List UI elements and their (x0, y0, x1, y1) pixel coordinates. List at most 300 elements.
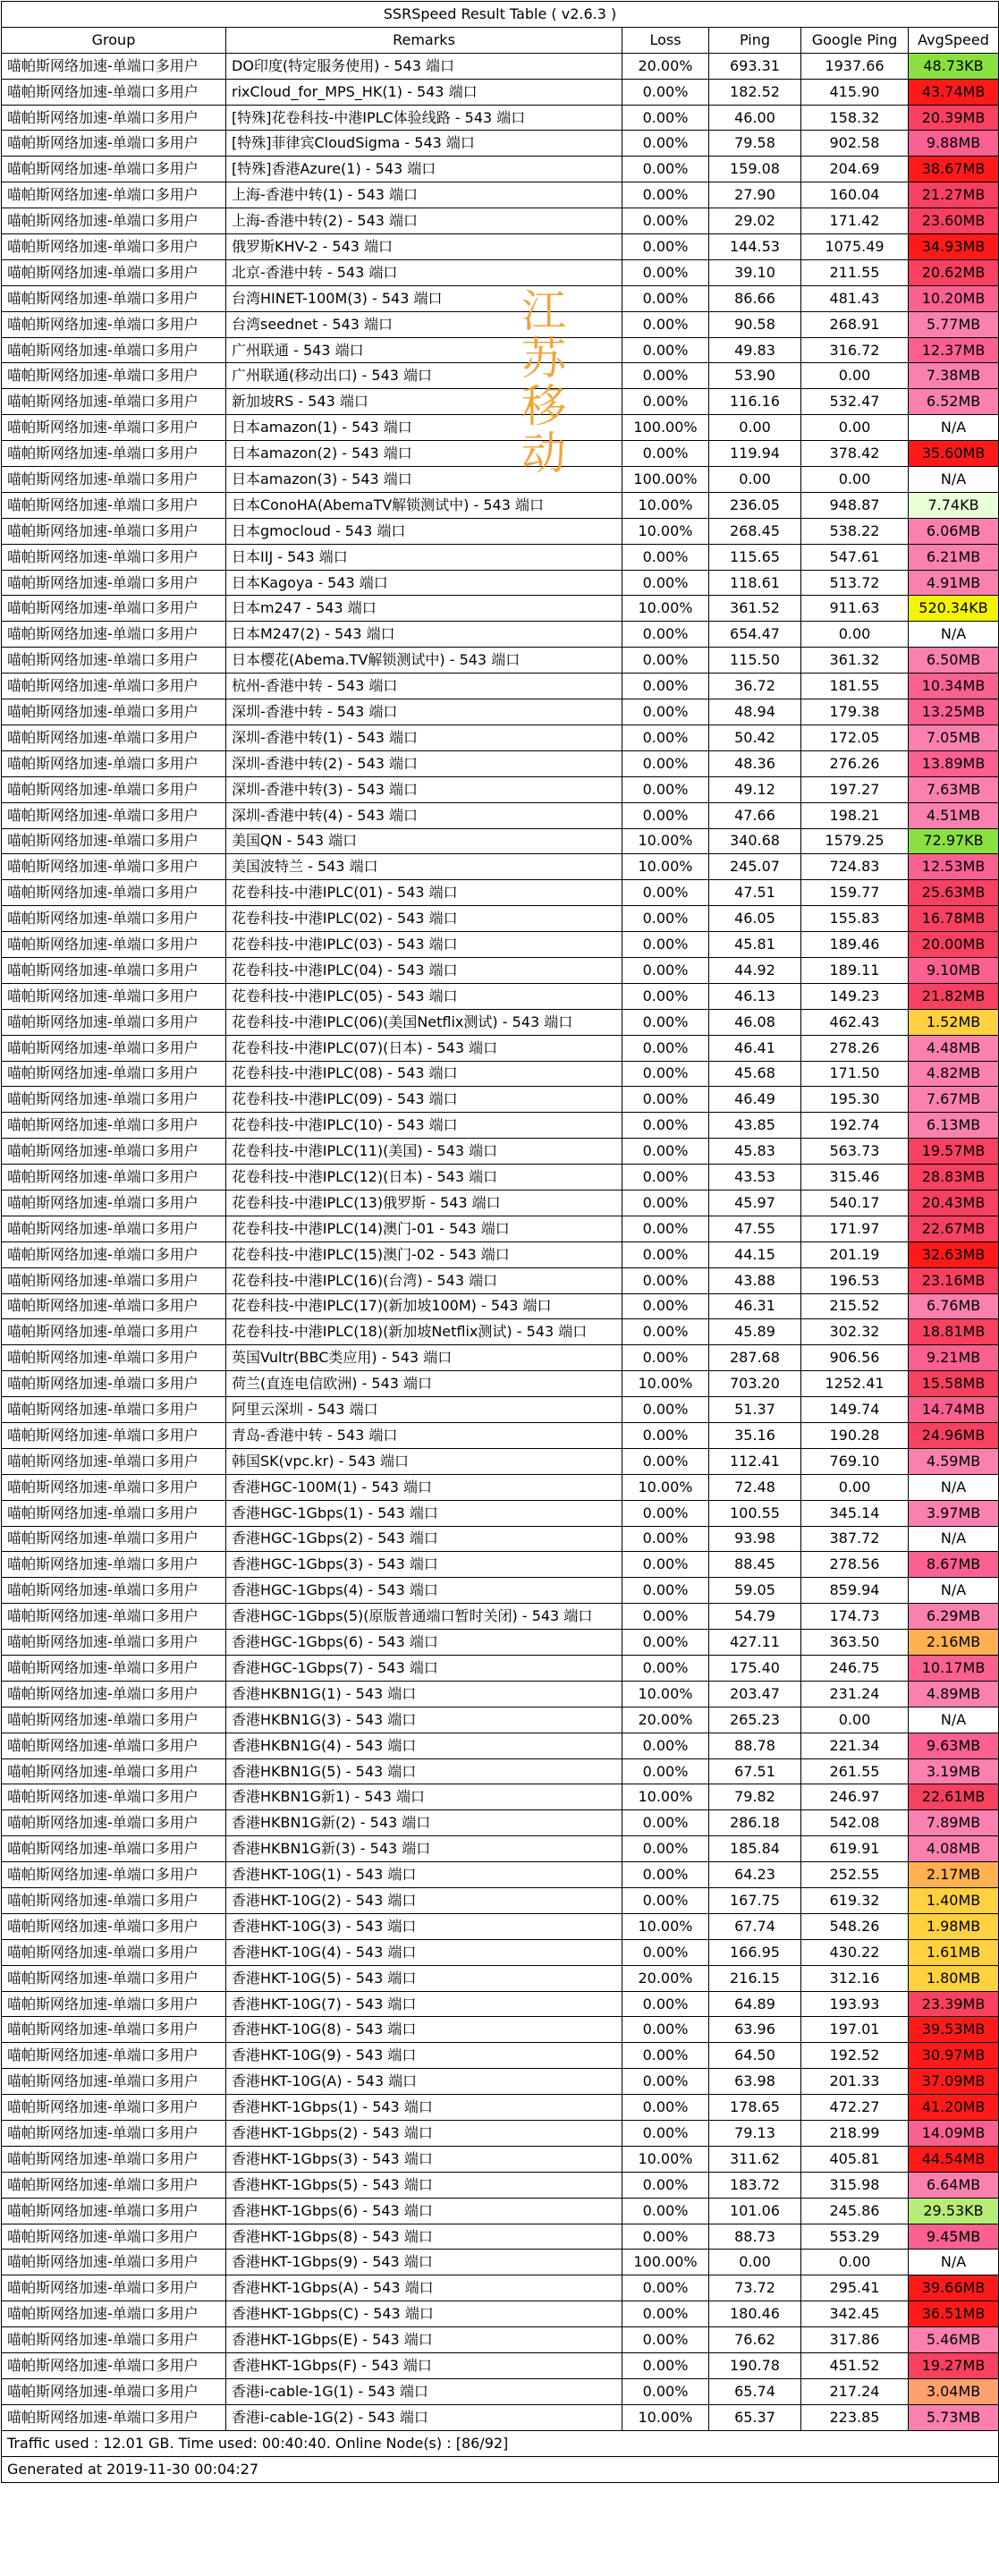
remarks-cell: 美国波特兰 - 543 端口 (226, 854, 622, 880)
group-cell: 喵帕斯网络加速-单端口多用户 (2, 415, 226, 441)
remarks-cell: 香港HGC-100M(1) - 543 端口 (226, 1474, 622, 1500)
avg-speed-cell: 7.63MB (909, 776, 999, 802)
avg-speed-cell: 32.63MB (909, 1241, 999, 1267)
table-row (2, 2172, 999, 2198)
ping-cell: 49.12 (709, 776, 801, 802)
group-cell: 喵帕斯网络加速-单端口多用户 (2, 311, 226, 337)
loss-cell: 0.00% (622, 441, 709, 467)
remarks-cell: 花卷科技-中港IPLC(15)澳门-02 - 543 端口 (226, 1241, 622, 1267)
table-row (2, 622, 999, 648)
table-row (2, 880, 999, 906)
group-cell: 喵帕斯网络加速-单端口多用户 (2, 544, 226, 570)
ping-cell: 286.18 (709, 1810, 801, 1836)
ping-cell: 35.16 (709, 1422, 801, 1448)
group-cell: 喵帕斯网络加速-单端口多用户 (2, 2121, 226, 2147)
loss-cell: 10.00% (622, 2404, 709, 2430)
avg-speed-cell: 13.25MB (909, 699, 999, 725)
google-ping-cell: 149.74 (801, 1397, 909, 1423)
remarks-cell: 香港HKT-1Gbps(6) - 543 端口 (226, 2198, 622, 2224)
group-cell: 喵帕斯网络加速-单端口多用户 (2, 259, 226, 285)
avg-speed-cell: 10.20MB (909, 285, 999, 311)
remarks-cell: 俄罗斯KHV-2 - 543 端口 (226, 234, 622, 260)
ping-cell: 79.58 (709, 131, 801, 157)
loss-cell: 0.00% (622, 1139, 709, 1165)
google-ping-cell: 363.50 (801, 1630, 909, 1656)
table-row (2, 1267, 999, 1293)
google-ping-cell: 387.72 (801, 1526, 909, 1552)
table-row (2, 906, 999, 932)
ping-cell: 93.98 (709, 1526, 801, 1552)
avg-speed-cell: 34.93MB (909, 234, 999, 260)
table-row (2, 2250, 999, 2275)
table-row (2, 1397, 999, 1423)
loss-cell: 10.00% (622, 1371, 709, 1397)
table-row (2, 724, 999, 750)
avg-speed-cell: N/A (909, 1474, 999, 1500)
group-cell: 喵帕斯网络加速-单端口多用户 (2, 906, 226, 932)
group-cell: 喵帕斯网络加速-单端口多用户 (2, 1707, 226, 1733)
remarks-cell: 香港HGC-1Gbps(5)(原版普通端口暂时关闭) - 543 端口 (226, 1604, 622, 1630)
loss-cell: 0.00% (622, 2172, 709, 2198)
group-cell: 喵帕斯网络加速-单端口多用户 (2, 182, 226, 208)
loss-cell: 0.00% (622, 1500, 709, 1526)
avg-speed-cell: 6.52MB (909, 389, 999, 415)
google-ping-cell: 317.86 (801, 2327, 909, 2353)
google-ping-cell: 563.73 (801, 1139, 909, 1165)
ping-cell: 90.58 (709, 311, 801, 337)
google-ping-cell: 553.29 (801, 2224, 909, 2250)
group-cell: 喵帕斯网络加速-单端口多用户 (2, 1965, 226, 1991)
google-ping-cell: 245.86 (801, 2198, 909, 2224)
table-row (2, 1862, 999, 1888)
column-header-remarks: Remarks (226, 27, 622, 53)
google-ping-cell: 174.73 (801, 1604, 909, 1630)
google-ping-cell: 196.53 (801, 1267, 909, 1293)
ping-cell: 64.89 (709, 1991, 801, 2017)
remarks-cell: 香港HKT-1Gbps(2) - 543 端口 (226, 2121, 622, 2147)
group-cell: 喵帕斯网络加速-单端口多用户 (2, 2069, 226, 2095)
table-row (2, 415, 999, 441)
group-cell: 喵帕斯网络加速-单端口多用户 (2, 2146, 226, 2172)
table-row (2, 234, 999, 260)
loss-cell: 0.00% (622, 1293, 709, 1319)
remarks-cell: 香港i-cable-1G(1) - 543 端口 (226, 2378, 622, 2404)
remarks-cell: 香港HKBN1G(3) - 543 端口 (226, 1707, 622, 1733)
avg-speed-cell: 6.64MB (909, 2172, 999, 2198)
table-row (2, 1087, 999, 1113)
ping-cell: 0.00 (709, 2250, 801, 2275)
google-ping-cell: 198.21 (801, 802, 909, 828)
group-cell: 喵帕斯网络加速-单端口多用户 (2, 1216, 226, 1241)
table-row (2, 1371, 999, 1397)
ping-cell: 47.55 (709, 1216, 801, 1241)
loss-cell: 0.00% (622, 880, 709, 906)
google-ping-cell: 172.05 (801, 724, 909, 750)
ping-cell: 693.31 (709, 53, 801, 79)
ping-cell: 48.36 (709, 750, 801, 776)
google-ping-cell: 906.56 (801, 1345, 909, 1371)
google-ping-cell: 149.23 (801, 983, 909, 1009)
remarks-cell: 花卷科技-中港IPLC(16)(台湾) - 543 端口 (226, 1267, 622, 1293)
table-row (2, 1836, 999, 1862)
google-ping-cell: 948.87 (801, 492, 909, 518)
group-cell: 喵帕斯网络加速-单端口多用户 (2, 2301, 226, 2327)
avg-speed-cell: 48.73KB (909, 53, 999, 79)
table-row (2, 208, 999, 234)
avg-speed-cell: 9.88MB (909, 131, 999, 157)
remarks-cell: 韩国SK(vpc.kr) - 543 端口 (226, 1448, 622, 1474)
avg-speed-cell: 18.81MB (909, 1319, 999, 1345)
table-row (2, 1190, 999, 1216)
group-cell: 喵帕斯网络加速-单端口多用户 (2, 880, 226, 906)
avg-speed-cell: N/A (909, 467, 999, 493)
table-row (2, 157, 999, 182)
table-row (2, 596, 999, 622)
loss-cell: 0.00% (622, 1397, 709, 1423)
avg-speed-cell: 6.50MB (909, 648, 999, 674)
loss-cell: 0.00% (622, 544, 709, 570)
avg-speed-cell: 1.40MB (909, 1888, 999, 1914)
table-row (2, 79, 999, 105)
loss-cell: 0.00% (622, 182, 709, 208)
ping-cell: 144.53 (709, 234, 801, 260)
loss-cell: 10.00% (622, 596, 709, 622)
group-cell: 喵帕斯网络加速-单端口多用户 (2, 1422, 226, 1448)
ping-cell: 46.41 (709, 1035, 801, 1061)
group-cell: 喵帕斯网络加速-单端口多用户 (2, 518, 226, 544)
table-row (2, 2327, 999, 2353)
ping-cell: 45.83 (709, 1139, 801, 1165)
group-cell: 喵帕斯网络加速-单端口多用户 (2, 2250, 226, 2275)
google-ping-cell: 0.00 (801, 415, 909, 441)
remarks-cell: 香港HKT-10G(4) - 543 端口 (226, 1939, 622, 1965)
google-ping-cell: 415.90 (801, 79, 909, 105)
remarks-cell: 花卷科技-中港IPLC(17)(新加坡100M) - 543 端口 (226, 1293, 622, 1319)
table-row (2, 441, 999, 467)
ping-cell: 47.66 (709, 802, 801, 828)
ping-cell: 167.75 (709, 1888, 801, 1914)
group-cell: 喵帕斯网络加速-单端口多用户 (2, 1113, 226, 1139)
ping-cell: 54.79 (709, 1604, 801, 1630)
ping-cell: 36.72 (709, 674, 801, 699)
google-ping-cell: 345.14 (801, 1500, 909, 1526)
table-row (2, 1991, 999, 2017)
avg-speed-cell: 6.21MB (909, 544, 999, 570)
table-row (2, 259, 999, 285)
remarks-cell: 花卷科技-中港IPLC(01) - 543 端口 (226, 880, 622, 906)
ping-cell: 47.51 (709, 880, 801, 906)
table-row (2, 1422, 999, 1448)
loss-cell: 0.00% (622, 105, 709, 131)
group-cell: 喵帕斯网络加速-单端口多用户 (2, 1267, 226, 1293)
google-ping-cell: 295.41 (801, 2275, 909, 2301)
google-ping-cell: 540.17 (801, 1190, 909, 1216)
loss-cell: 0.00% (622, 906, 709, 932)
avg-speed-cell: 4.48MB (909, 1035, 999, 1061)
remarks-cell: 香港i-cable-1G(2) - 543 端口 (226, 2404, 622, 2430)
avg-speed-cell: 22.67MB (909, 1216, 999, 1241)
avg-speed-cell: 1.52MB (909, 1009, 999, 1035)
loss-cell: 0.00% (622, 1035, 709, 1061)
google-ping-cell: 160.04 (801, 182, 909, 208)
group-cell: 喵帕斯网络加速-单端口多用户 (2, 337, 226, 363)
google-ping-cell: 451.52 (801, 2353, 909, 2379)
remarks-cell: 花卷科技-中港IPLC(09) - 543 端口 (226, 1087, 622, 1113)
avg-speed-cell: 22.61MB (909, 1784, 999, 1810)
google-ping-cell: 315.46 (801, 1165, 909, 1191)
remarks-cell: 上海-香港中转(1) - 543 端口 (226, 182, 622, 208)
loss-cell: 0.00% (622, 622, 709, 648)
ping-cell: 178.65 (709, 2095, 801, 2121)
avg-speed-cell: 12.37MB (909, 337, 999, 363)
google-ping-cell: 158.32 (801, 105, 909, 131)
table-row (2, 105, 999, 131)
loss-cell: 0.00% (622, 1604, 709, 1630)
watermark-text: 江苏移动 (521, 285, 566, 479)
ping-cell: 67.51 (709, 1758, 801, 1784)
loss-cell: 0.00% (622, 337, 709, 363)
remarks-cell: 香港HKT-1Gbps(9) - 543 端口 (226, 2250, 622, 2275)
ping-cell: 46.13 (709, 983, 801, 1009)
ping-cell: 46.05 (709, 906, 801, 932)
group-cell: 喵帕斯网络加速-单端口多用户 (2, 1448, 226, 1474)
avg-speed-cell: 19.27MB (909, 2353, 999, 2379)
group-cell: 喵帕斯网络加速-单端口多用户 (2, 208, 226, 234)
group-cell: 喵帕斯网络加速-单端口多用户 (2, 828, 226, 854)
table-row (2, 2353, 999, 2379)
remarks-cell: 香港HKBN1G新(3) - 543 端口 (226, 1836, 622, 1862)
loss-cell: 0.00% (622, 1836, 709, 1862)
group-cell: 喵帕斯网络加速-单端口多用户 (2, 79, 226, 105)
remarks-cell: 香港HGC-1Gbps(1) - 543 端口 (226, 1500, 622, 1526)
ping-cell: 88.45 (709, 1552, 801, 1578)
ping-cell: 159.08 (709, 157, 801, 182)
ping-cell: 119.94 (709, 441, 801, 467)
loss-cell: 0.00% (622, 2069, 709, 2095)
ping-cell: 427.11 (709, 1630, 801, 1656)
avg-speed-cell: 20.00MB (909, 932, 999, 958)
avg-speed-cell: 21.27MB (909, 182, 999, 208)
loss-cell: 0.00% (622, 2224, 709, 2250)
avg-speed-cell: 7.67MB (909, 1087, 999, 1113)
avg-speed-cell: 520.34KB (909, 596, 999, 622)
ping-cell: 45.68 (709, 1061, 801, 1087)
result-table (1, 1, 999, 2483)
group-cell: 喵帕斯网络加速-单端口多用户 (2, 1862, 226, 1888)
remarks-cell: 香港HKBN1G(4) - 543 端口 (226, 1733, 622, 1758)
ping-cell: 43.88 (709, 1267, 801, 1293)
google-ping-cell: 0.00 (801, 1474, 909, 1500)
loss-cell: 0.00% (622, 1630, 709, 1656)
table-row (2, 1784, 999, 1810)
table-row (2, 957, 999, 983)
group-cell: 喵帕斯网络加速-单端口多用户 (2, 363, 226, 389)
avg-speed-cell: 25.63MB (909, 880, 999, 906)
group-cell: 喵帕斯网络加速-单端口多用户 (2, 1500, 226, 1526)
google-ping-cell: 189.46 (801, 932, 909, 958)
avg-speed-cell: 4.51MB (909, 802, 999, 828)
table-row (2, 1656, 999, 1682)
group-cell: 喵帕斯网络加速-单端口多用户 (2, 1345, 226, 1371)
loss-cell: 0.00% (622, 2043, 709, 2069)
google-ping-cell: 171.97 (801, 1216, 909, 1241)
loss-cell: 0.00% (622, 389, 709, 415)
remarks-cell: 香港HKT-10G(1) - 543 端口 (226, 1862, 622, 1888)
remarks-cell: 花卷科技-中港IPLC(10) - 543 端口 (226, 1113, 622, 1139)
generated-timestamp: Generated at 2019-11-30 00:04:27 (2, 2456, 999, 2482)
loss-cell: 0.00% (622, 1422, 709, 1448)
table-row (2, 53, 999, 79)
table-row (2, 1009, 999, 1035)
google-ping-cell: 190.28 (801, 1422, 909, 1448)
loss-cell: 0.00% (622, 1578, 709, 1604)
remarks-cell: 花卷科技-中港IPLC(05) - 543 端口 (226, 983, 622, 1009)
ping-cell: 29.02 (709, 208, 801, 234)
google-ping-cell: 312.16 (801, 1965, 909, 1991)
group-cell: 喵帕斯网络加速-单端口多用户 (2, 1681, 226, 1707)
group-cell: 喵帕斯网络加速-单端口多用户 (2, 1784, 226, 1810)
loss-cell: 0.00% (622, 648, 709, 674)
group-cell: 喵帕斯网络加速-单端口多用户 (2, 2095, 226, 2121)
ping-cell: 79.13 (709, 2121, 801, 2147)
remarks-cell: 上海-香港中转(2) - 543 端口 (226, 208, 622, 234)
group-cell: 喵帕斯网络加速-单端口多用户 (2, 1526, 226, 1552)
remarks-cell: 日本ConoHA(AbemaTV解锁测试中) - 543 端口 (226, 492, 622, 518)
remarks-cell: 英国Vultr(BBC类应用) - 543 端口 (226, 1345, 622, 1371)
table-row (2, 285, 999, 311)
table-row (2, 1578, 999, 1604)
google-ping-cell: 532.47 (801, 389, 909, 415)
table-row (2, 570, 999, 596)
group-cell: 喵帕斯网络加速-单端口多用户 (2, 1293, 226, 1319)
table-row (2, 2146, 999, 2172)
ping-cell: 39.10 (709, 259, 801, 285)
table-row (2, 131, 999, 157)
remarks-cell: 广州联通(移动出口) - 543 端口 (226, 363, 622, 389)
google-ping-cell: 462.43 (801, 1009, 909, 1035)
group-cell: 喵帕斯网络加速-单端口多用户 (2, 467, 226, 493)
group-cell: 喵帕斯网络加速-单端口多用户 (2, 1733, 226, 1758)
ping-cell: 116.16 (709, 389, 801, 415)
avg-speed-cell: 4.08MB (909, 1836, 999, 1862)
remarks-cell: 花卷科技-中港IPLC(11)(美国) - 543 端口 (226, 1139, 622, 1165)
group-cell: 喵帕斯网络加速-单端口多用户 (2, 1474, 226, 1500)
google-ping-cell: 472.27 (801, 2095, 909, 2121)
group-cell: 喵帕斯网络加速-单端口多用户 (2, 1758, 226, 1784)
google-ping-cell: 197.01 (801, 2017, 909, 2043)
group-cell: 喵帕斯网络加速-单端口多用户 (2, 1009, 226, 1035)
remarks-cell: 台湾seednet - 543 端口 (226, 311, 622, 337)
ping-cell: 45.89 (709, 1319, 801, 1345)
table-row (2, 311, 999, 337)
group-cell: 喵帕斯网络加速-单端口多用户 (2, 1604, 226, 1630)
remarks-cell: 青岛-香港中转 - 543 端口 (226, 1422, 622, 1448)
table-row (2, 1939, 999, 1965)
group-cell: 喵帕斯网络加速-单端口多用户 (2, 932, 226, 958)
remarks-cell: 花卷科技-中港IPLC(13)俄罗斯 - 543 端口 (226, 1190, 622, 1216)
google-ping-cell: 548.26 (801, 1913, 909, 1939)
google-ping-cell: 619.91 (801, 1836, 909, 1862)
avg-speed-cell: 1.61MB (909, 1939, 999, 1965)
loss-cell: 0.00% (622, 699, 709, 725)
table-row (2, 2017, 999, 2043)
loss-cell: 0.00% (622, 1241, 709, 1267)
loss-cell: 0.00% (622, 1267, 709, 1293)
loss-cell: 100.00% (622, 415, 709, 441)
table-row (2, 2095, 999, 2121)
ping-cell: 182.52 (709, 79, 801, 105)
avg-speed-cell: 6.13MB (909, 1113, 999, 1139)
avg-speed-cell: 7.05MB (909, 724, 999, 750)
ping-cell: 64.23 (709, 1862, 801, 1888)
remarks-cell: 花卷科技-中港IPLC(07)(日本) - 543 端口 (226, 1035, 622, 1061)
group-cell: 喵帕斯网络加速-单端口多用户 (2, 1836, 226, 1862)
loss-cell: 0.00% (622, 234, 709, 260)
remarks-cell: 花卷科技-中港IPLC(08) - 543 端口 (226, 1061, 622, 1087)
loss-cell: 0.00% (622, 1448, 709, 1474)
loss-cell: 0.00% (622, 1862, 709, 1888)
loss-cell: 0.00% (622, 2275, 709, 2301)
column-header-loss: Loss (622, 27, 709, 53)
table-row (2, 854, 999, 880)
ping-cell: 64.50 (709, 2043, 801, 2069)
google-ping-cell: 405.81 (801, 2146, 909, 2172)
avg-speed-cell: 9.10MB (909, 957, 999, 983)
table-row (2, 1888, 999, 1914)
google-ping-cell: 302.32 (801, 1319, 909, 1345)
table-row (2, 1681, 999, 1707)
avg-speed-cell: 72.97KB (909, 828, 999, 854)
loss-cell: 10.00% (622, 1784, 709, 1810)
remarks-cell: [特殊]花卷科技-中港IPLC体验线路 - 543 端口 (226, 105, 622, 131)
group-cell: 喵帕斯网络加速-单端口多用户 (2, 1319, 226, 1345)
remarks-cell: 美国QN - 543 端口 (226, 828, 622, 854)
ping-cell: 76.62 (709, 2327, 801, 2353)
remarks-cell: 日本M247(2) - 543 端口 (226, 622, 622, 648)
avg-speed-cell: 6.76MB (909, 1293, 999, 1319)
group-cell: 喵帕斯网络加速-单端口多用户 (2, 622, 226, 648)
remarks-cell: 日本樱花(Abema.TV解锁测试中) - 543 端口 (226, 648, 622, 674)
loss-cell: 0.00% (622, 1113, 709, 1139)
google-ping-cell: 430.22 (801, 1939, 909, 1965)
ping-cell: 46.31 (709, 1293, 801, 1319)
remarks-cell: 新加坡RS - 543 端口 (226, 389, 622, 415)
remarks-cell: 香港HKT-1Gbps(C) - 543 端口 (226, 2301, 622, 2327)
google-ping-cell: 542.08 (801, 1810, 909, 1836)
avg-speed-cell: 3.04MB (909, 2378, 999, 2404)
loss-cell: 0.00% (622, 311, 709, 337)
group-cell: 喵帕斯网络加速-单端口多用户 (2, 648, 226, 674)
loss-cell: 0.00% (622, 1810, 709, 1836)
google-ping-cell: 171.50 (801, 1061, 909, 1087)
loss-cell: 100.00% (622, 467, 709, 493)
google-ping-cell: 1937.66 (801, 53, 909, 79)
loss-cell: 0.00% (622, 2017, 709, 2043)
google-ping-cell: 171.42 (801, 208, 909, 234)
ping-cell: 67.74 (709, 1913, 801, 1939)
group-cell: 喵帕斯网络加速-单端口多用户 (2, 699, 226, 725)
avg-speed-cell: N/A (909, 1707, 999, 1733)
table-row (2, 1474, 999, 1500)
google-ping-cell: 189.11 (801, 957, 909, 983)
loss-cell: 0.00% (622, 157, 709, 182)
google-ping-cell: 0.00 (801, 363, 909, 389)
group-cell: 喵帕斯网络加速-单端口多用户 (2, 2404, 226, 2430)
table-row (2, 1241, 999, 1267)
group-cell: 喵帕斯网络加速-单端口多用户 (2, 2043, 226, 2069)
remarks-cell: 香港HKT-1Gbps(3) - 543 端口 (226, 2146, 622, 2172)
remarks-cell: 深圳-香港中转 - 543 端口 (226, 699, 622, 725)
